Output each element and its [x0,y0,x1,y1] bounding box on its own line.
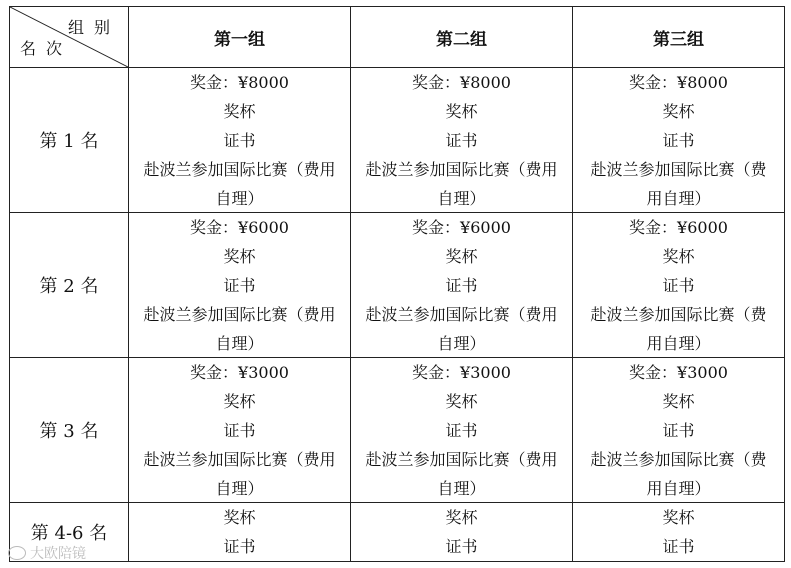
prize-money: 奖金：¥8000 [190,72,289,92]
prize-certificate: 证书 [223,537,256,556]
prize-cell-r2-g3 [572,212,785,358]
watermark-text: 大欧陪镜 [30,546,86,562]
prize-money: 奖金：¥3000 [190,362,289,382]
prize-cell-r4-g1 [128,502,351,562]
prize-money: 奖金：¥8000 [412,72,511,92]
prize-certificate: 证书 [445,420,478,440]
prize-trophy: 奖杯 [445,246,478,266]
prize-certificate: 证书 [223,275,256,295]
prize-money: 奖金：¥6000 [190,217,289,237]
column-header-group-2: 第二组 [350,6,573,68]
corner-header-cell [9,6,129,68]
prize-cell-r1-g2 [350,67,573,213]
prize-cell-r1-g1 [128,67,351,213]
prize-certificate: 证书 [445,275,478,295]
prize-trip-cont: 用自理） [646,478,711,498]
prize-cell-r2-g2 [350,212,573,358]
prize-trophy: 奖杯 [662,391,695,411]
prize-trophy: 奖杯 [445,391,478,411]
prize-cell-r3-g1 [128,357,351,503]
prize-trip: 赴波兰参加国际比赛（费用 [143,304,336,324]
prize-cell-r1-g3 [572,67,785,213]
prize-trip: 赴波兰参加国际比赛（费用 [365,304,558,324]
rank-cell-3: 第 3 名 [9,357,129,503]
prize-trip: 赴波兰参加国际比赛（费用 [143,159,336,179]
prize-trophy: 奖杯 [223,391,256,411]
prize-cell-r4-g2 [350,502,573,562]
prize-trip: 赴波兰参加国际比赛（费 [590,159,767,179]
corner-label-group: 组别 [67,18,120,37]
prize-trophy: 奖杯 [445,101,478,121]
prize-money: 奖金：¥3000 [629,362,728,382]
rank-cell-2: 第 2 名 [9,212,129,358]
prize-cell-r2-g1 [128,212,351,358]
prize-certificate: 证书 [662,537,695,556]
prize-cell-r3-g2 [350,357,573,503]
prize-trip-cont: 自理） [437,333,486,353]
prize-certificate: 证书 [662,275,695,295]
prize-trip-cont: 自理） [215,333,264,353]
prize-trip-cont: 自理） [215,188,264,208]
prize-trip: 赴波兰参加国际比赛（费 [590,304,767,324]
prize-money: 奖金：¥6000 [629,217,728,237]
corner-label-rank: 名次 [20,39,73,58]
prize-money: 奖金：¥6000 [412,217,511,237]
prize-cell-r4-g3 [572,502,785,562]
prize-certificate: 证书 [223,420,256,440]
rank-cell-1: 第 1 名 [9,67,129,213]
prize-trip: 赴波兰参加国际比赛（费用 [365,159,558,179]
prize-trip-cont: 自理） [437,188,486,208]
prize-trophy: 奖杯 [445,508,478,527]
prize-certificate: 证书 [662,420,695,440]
prize-trophy: 奖杯 [223,508,256,527]
prize-trophy: 奖杯 [662,508,695,527]
prize-table [9,6,785,562]
weibo-logo-icon [8,546,26,560]
prize-certificate: 证书 [662,130,695,150]
prize-certificate: 证书 [445,537,478,556]
watermark [8,543,86,563]
prize-certificate: 证书 [223,130,256,150]
prize-trip-cont: 自理） [437,478,486,498]
prize-trophy: 奖杯 [662,101,695,121]
rank-cell-4-6: 第 4-6 名 [9,502,129,562]
prize-trophy: 奖杯 [223,101,256,121]
prize-trip: 赴波兰参加国际比赛（费用 [365,449,558,469]
prize-trip: 赴波兰参加国际比赛（费 [590,449,767,469]
column-header-group-3: 第三组 [572,6,785,68]
prize-money: 奖金：¥8000 [629,72,728,92]
prize-trip-cont: 自理） [215,478,264,498]
prize-certificate: 证书 [445,130,478,150]
prize-trip-cont: 用自理） [646,188,711,208]
prize-trip: 赴波兰参加国际比赛（费用 [143,449,336,469]
prize-money: 奖金：¥3000 [412,362,511,382]
column-header-group-1: 第一组 [128,6,351,68]
prize-trophy: 奖杯 [223,246,256,266]
prize-trophy: 奖杯 [662,246,695,266]
prize-cell-r3-g3 [572,357,785,503]
prize-trip-cont: 用自理） [646,333,711,353]
